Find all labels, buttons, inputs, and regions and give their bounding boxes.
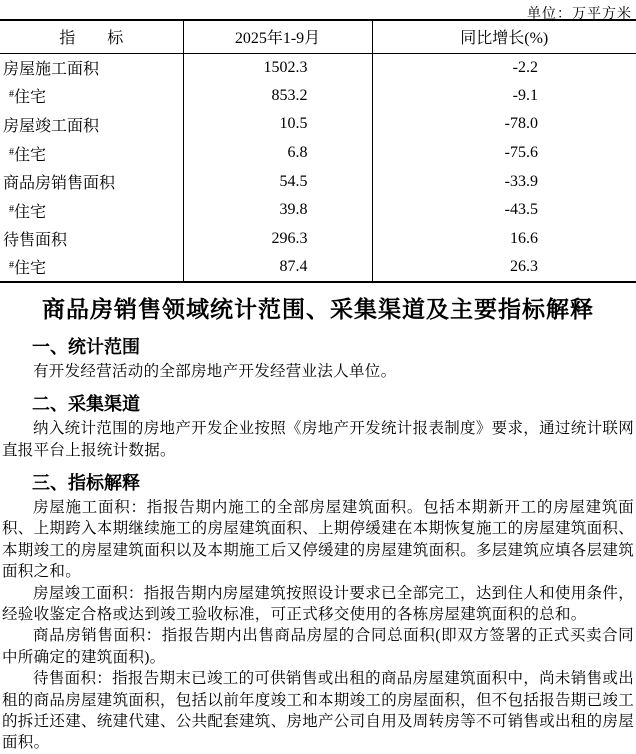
value-cell: 87.4 [183, 253, 372, 282]
value-cell: 1502.3 [183, 53, 372, 82]
table-header-row [0, 20, 636, 53]
header-indicator: 指 标 [0, 20, 183, 53]
yoy-cell: -75.6 [504, 144, 538, 162]
yoy-cell: -33.9 [504, 172, 538, 190]
value-cell: 10.5 [183, 110, 372, 139]
table-row [0, 253, 636, 282]
hash-prefix: # [9, 89, 14, 101]
indicator-label: 住宅 [14, 260, 47, 278]
hash-prefix: # [9, 146, 14, 158]
value-cell: 54.5 [183, 167, 372, 196]
table-row [0, 196, 636, 225]
yoy-cell: -2.2 [512, 58, 538, 76]
yoy-cell: 26.3 [510, 257, 538, 275]
hash-prefix: # [9, 203, 14, 215]
stats-table [0, 19, 636, 283]
indicator-cell [0, 53, 183, 82]
value-cell: 296.3 [183, 225, 372, 254]
section-indicator-explanation [0, 471, 636, 754]
value-cell: 39.8 [183, 196, 372, 225]
value-cell: 6.8 [183, 139, 372, 168]
header-yoy: 同比增长(%) [372, 20, 636, 53]
table-row [0, 225, 636, 254]
yoy-cell: 16.6 [510, 229, 538, 247]
indicator-cell [0, 167, 183, 196]
section-collection-channel [0, 392, 636, 461]
indicator-cell [0, 110, 183, 139]
indicator-label: 住宅 [14, 203, 47, 221]
indicator-label: 住宅 [14, 89, 47, 107]
section-paragraph: 待售面积：指报告期末已竣工的可供销售或出租的商品房屋建筑面积中，尚未销售或出租的商品房屋建筑面积，包括以前年度竣工和本期竣工的房屋面积，但不包括报告期已竣工的拆迁还建、统建代建、公共配套建筑、房地产公司自用及周转房等不可销售或出租的房屋面积。 [2, 670, 635, 752]
section-paragraph: 商品房销售面积：指报告期内出售商品房屋的合同总面积(即双方签署的正式买卖合同中所确定的建筑面积)。 [2, 627, 634, 666]
section-paragraph: 纳入统计范围的房地产开发企业按照《房地产开发统计报表制度》要求，通过统计联网直报平台上报统计数据。 [2, 420, 634, 459]
indicator-cell [0, 253, 183, 282]
indicator-cell [0, 196, 183, 225]
indicator-cell [0, 225, 183, 254]
indicator-cell [0, 139, 183, 168]
indicator-label: 房屋竣工面积 [3, 117, 100, 135]
section-paragraph: 有开发经营活动的全部房地产开发经营业法人单位。 [33, 362, 397, 380]
section-heading: 三、指标解释 [32, 472, 140, 493]
header-period: 2025年1-9月 [183, 20, 372, 53]
table-row [0, 139, 636, 168]
table-row [0, 110, 636, 139]
unit-label: 单位：万平方米 [527, 7, 632, 22]
indicator-label: 房屋施工面积 [3, 61, 100, 79]
section-paragraph: 房屋施工面积：指报告期内施工的全部房屋建筑面积。包括本期新开工的房屋建筑面积、上期跨入本期继续施工的房屋建筑面积、上期停缓建在本期恢复施工的房屋建筑面积、本期竣工的房屋建筑面积以及本期施工后又停缓建的房屋建筑面积。多层建筑应填各层建筑面积之和。 [2, 498, 635, 581]
yoy-cell: -9.1 [512, 86, 538, 104]
section-statistical-scope [0, 335, 636, 382]
page-title: 商品房销售领域统计范围、采集渠道及主要指标解释 [42, 295, 594, 322]
section-heading: 一、统计范围 [32, 336, 140, 357]
table-row [0, 167, 636, 196]
value-cell: 853.2 [183, 82, 372, 111]
table-row [0, 82, 636, 111]
section-paragraph: 房屋竣工面积：指报告期内房屋建筑按照设计要求已全部完工，达到住人和使用条件，经验收鉴定合格或达到竣工验收标准，可正式移交使用的各栋房屋建筑面积的总和。 [2, 584, 634, 623]
indicator-label: 住宅 [14, 146, 47, 164]
section-heading: 二、采集渠道 [32, 394, 140, 415]
table-row [0, 53, 636, 82]
hash-prefix: # [9, 260, 14, 272]
yoy-cell: -43.5 [504, 201, 538, 219]
indicator-label: 待售面积 [3, 232, 68, 250]
indicator-cell [0, 82, 183, 111]
yoy-cell: -78.0 [504, 115, 538, 133]
indicator-label: 商品房销售面积 [3, 175, 116, 193]
